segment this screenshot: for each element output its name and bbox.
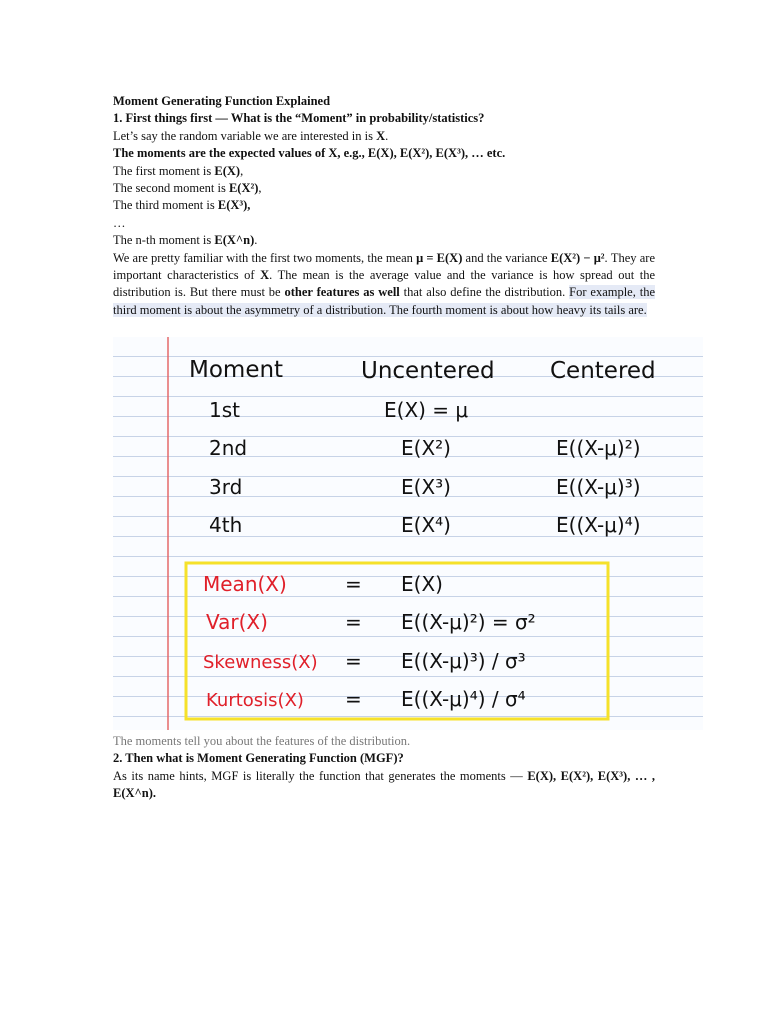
text-line: The second moment is E(X²),: [113, 181, 262, 196]
text-line-bold: The moments are the expected values of X, e.g., E(X), E(X²), E(X³), … etc.: [113, 146, 506, 161]
text-line: The n-th moment is E(X^n).: [113, 233, 258, 248]
moments-notebook-figure: [113, 337, 703, 730]
row-1-uncentered: E(X) = μ: [384, 398, 469, 422]
mean-label: Mean(X): [203, 572, 287, 596]
kurtosis-expr: E((X-μ)⁴) / σ⁴: [401, 687, 526, 711]
text-line: The first moment is E(X),: [113, 163, 244, 178]
header-centered: Centered: [550, 358, 656, 384]
mean-equals: =: [345, 572, 362, 596]
mean-expr: E(X): [401, 572, 443, 596]
figure-caption: The moments tell you about the features of the distribution.: [113, 734, 411, 748]
row-3-uncentered: E(X³): [401, 475, 451, 499]
var-expr: E((X-μ)²) = σ²: [401, 610, 536, 634]
skewness-equals: =: [345, 649, 362, 673]
row-2-uncentered: E(X²): [401, 436, 451, 460]
row-2-moment: 2nd: [209, 436, 248, 460]
row-4-uncentered: E(X⁴): [401, 513, 451, 537]
document-bottom: [113, 733, 655, 803]
skewness-expr: E((X-μ)³) / σ³: [401, 649, 526, 673]
row-4-moment: 4th: [209, 513, 243, 537]
header-moment: Moment: [189, 357, 284, 383]
paragraph: We are pretty familiar with the first two moments, the mean μ = E(X) and the variance E(X²) − μ². They are important characteristics of X. The mean is the average value and the variance is how spread out the distribution is. But there must be other features as well that also define the distribution. For example, the third moment is about the asymmetry of a distribution. The fourth moment is about how heavy its tails are.: [113, 250, 655, 317]
row-4-centered: E((X-μ)⁴): [556, 513, 641, 537]
kurtosis-label: Kurtosis(X): [206, 690, 304, 711]
text-line: Let’s say the random variable we are interested in is X.: [113, 128, 389, 143]
doc-title: Moment Generating Function Explained: [113, 94, 331, 108]
ellipsis-line: …: [113, 215, 126, 230]
paragraph: As its name hints, MGF is literally the function that generates the moments — E(X), E(X²), E(X³), … , E(X^n).: [113, 768, 655, 801]
row-3-centered: E((X-μ)³): [556, 475, 641, 499]
var-equals: =: [345, 610, 362, 634]
var-label: Var(X): [206, 610, 268, 634]
kurtosis-equals: =: [345, 687, 362, 711]
header-uncentered: Uncentered: [361, 358, 495, 384]
moments-table-drawing: [113, 337, 703, 730]
document-top: [113, 93, 655, 319]
skewness-label: Skewness(X): [203, 652, 318, 673]
row-1-moment: 1st: [209, 398, 240, 422]
row-2-centered: E((X-μ)²): [556, 436, 641, 460]
text-line: The third moment is E(X³),: [113, 198, 251, 213]
section-heading-2: 2. Then what is Moment Generating Function (MGF)?: [113, 751, 404, 766]
section-heading-1: 1. First things first — What is the “Moment” in probability/statistics?: [113, 111, 485, 126]
highlighted-text: For example, the third moment is about the asymmetry of a distribution. The fourth moment is about how heavy its tails are.: [113, 285, 655, 317]
row-3-moment: 3rd: [209, 475, 243, 499]
